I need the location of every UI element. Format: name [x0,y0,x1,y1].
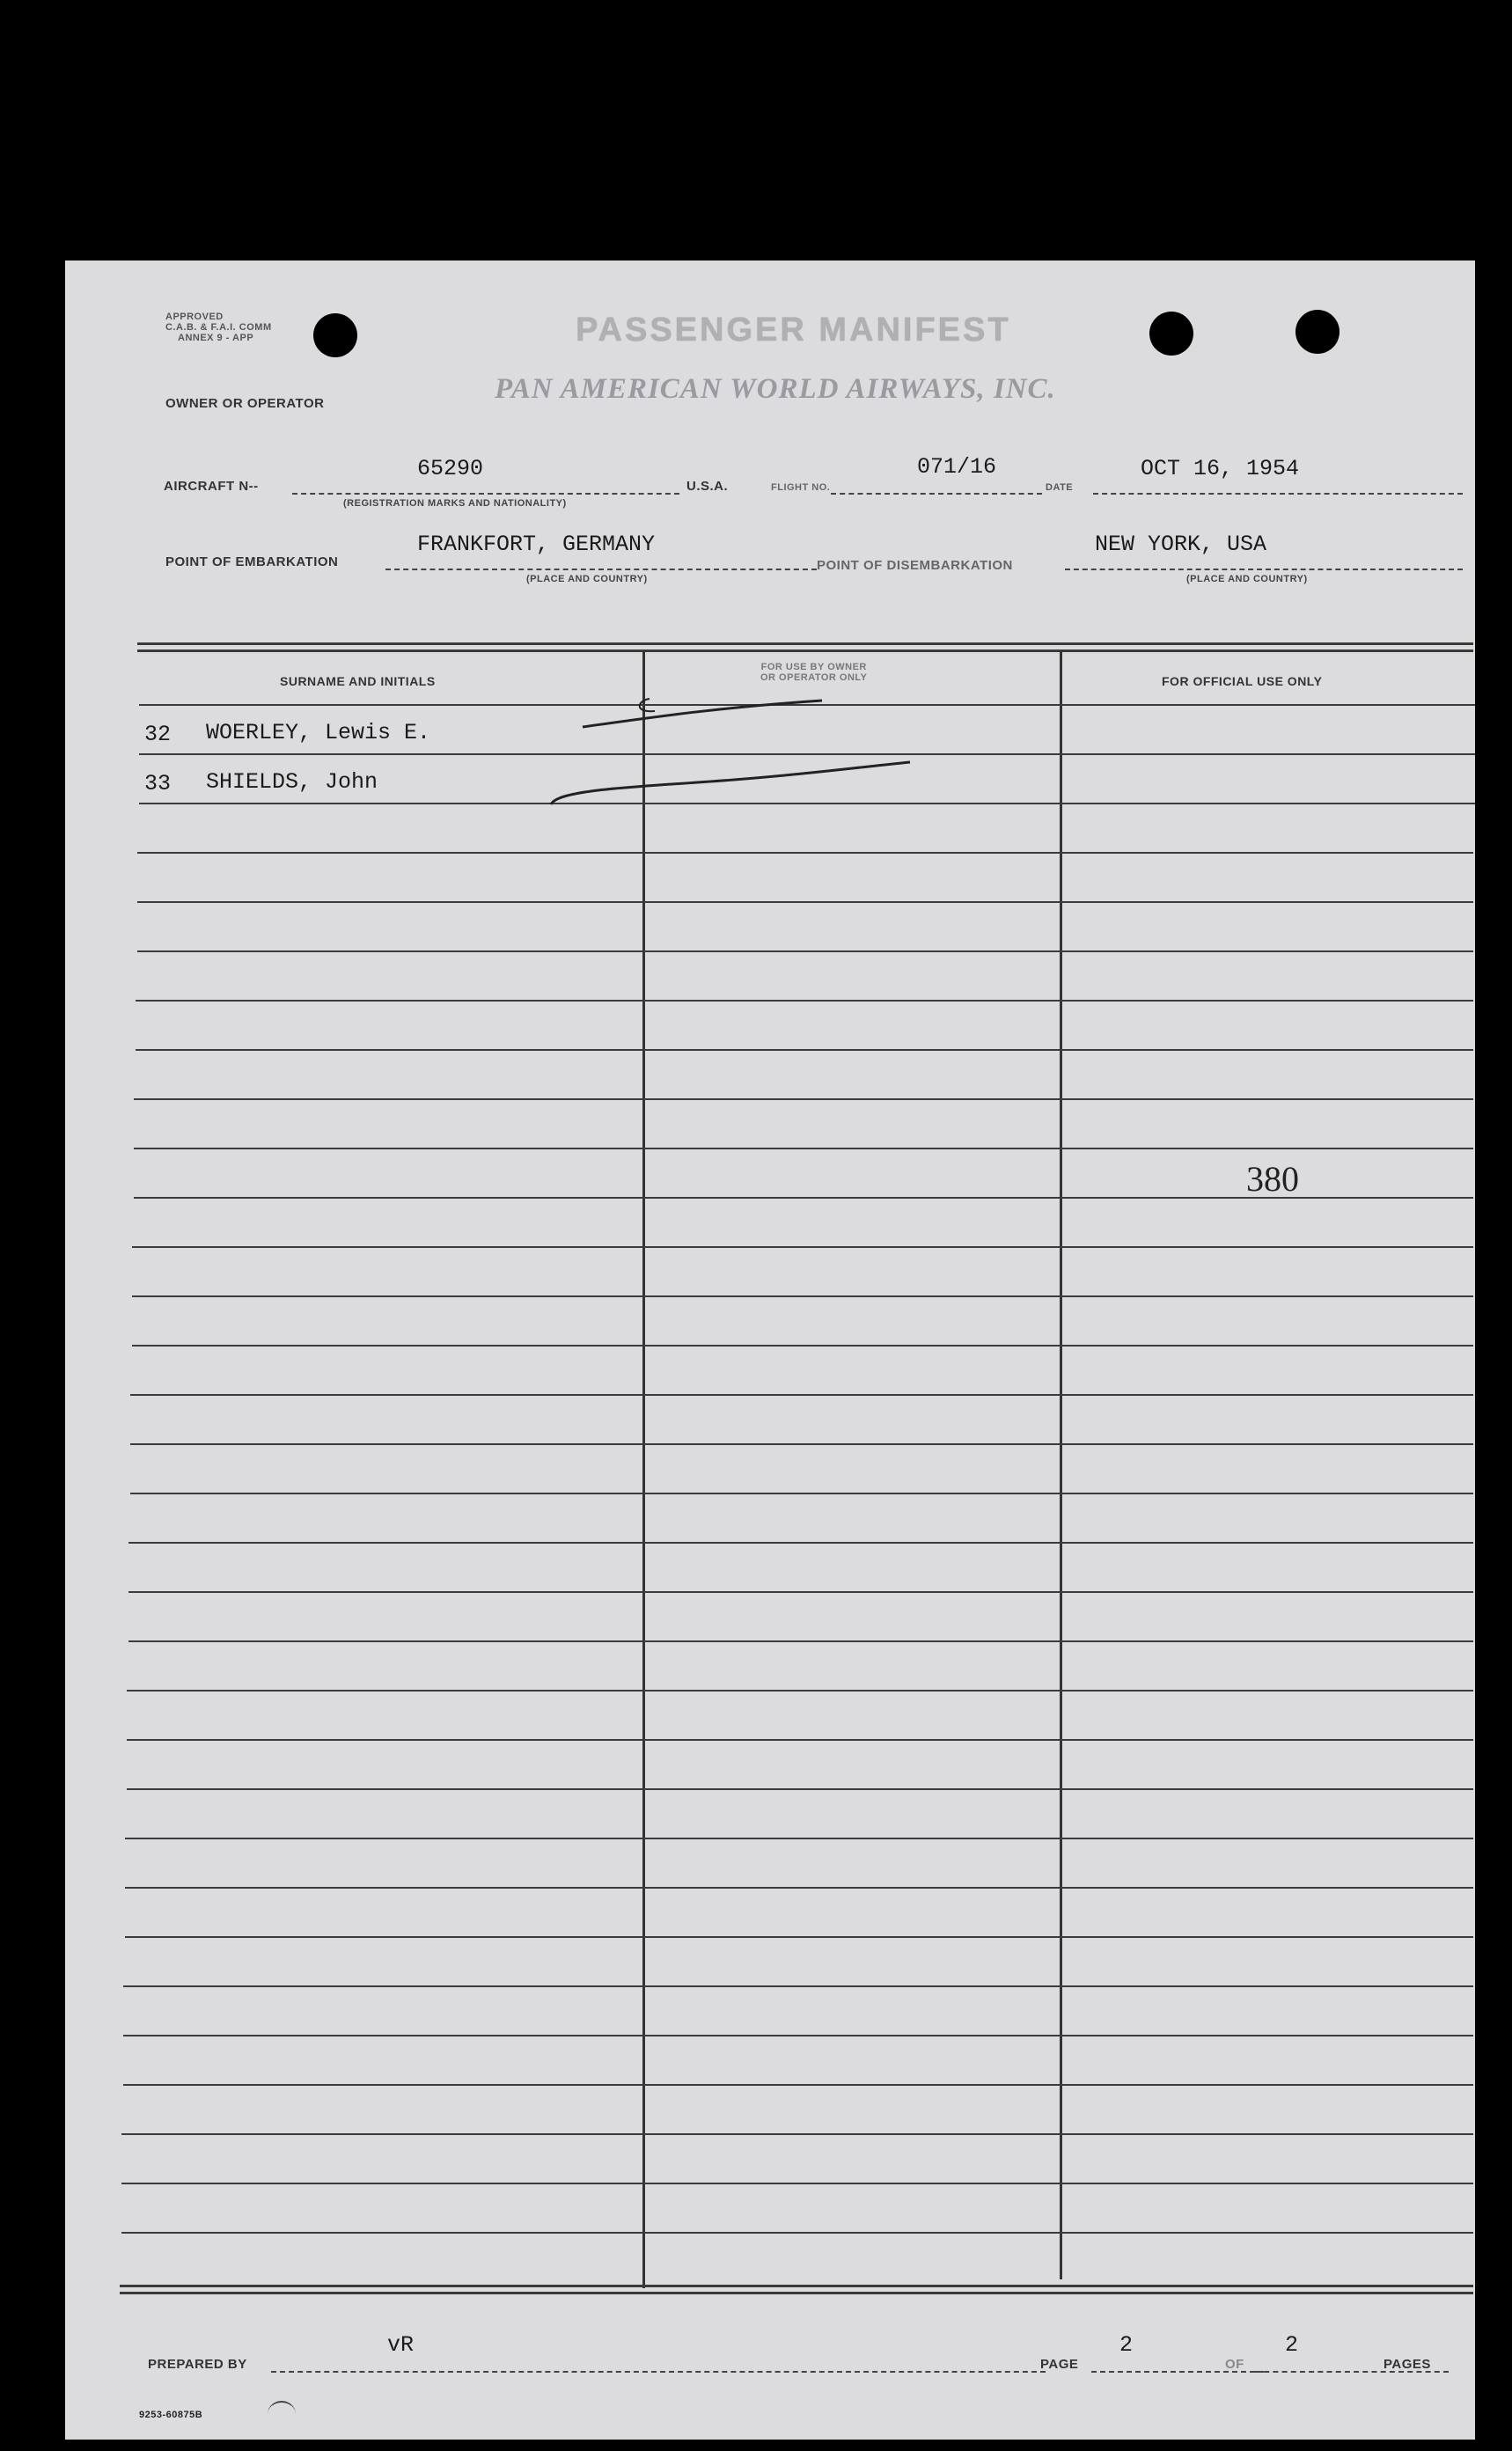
passenger-name: SHIELDS, John [206,769,378,795]
prepared-by-value: vR [387,2332,415,2358]
punch-hole [313,313,357,357]
aircraft-label: AIRCRAFT N-- [164,479,259,494]
passenger-number: 32 [144,722,172,747]
approval-stamp [165,312,272,343]
row-rule [130,1394,1473,1396]
table-top-rule [137,649,1473,652]
approval-line: ANNEX 9 - APP [178,333,254,343]
page-total: 2 [1285,2332,1299,2358]
row-rule [125,1838,1473,1839]
row-rule [128,1542,1473,1544]
table-bottom-rule [120,2285,1473,2287]
passenger-name: WOERLEY, Lewis E. [206,720,431,745]
approval-line: C.A.B. & F.A.I. COMM [165,322,272,333]
column-header-owner [760,662,867,683]
punch-hole [1149,312,1193,356]
row-rule [136,1000,1473,1002]
manifest-page [65,261,1475,2440]
aircraft-caption: (REGISTRATION MARKS AND NATIONALITY) [343,498,567,509]
pen-stroke [540,750,928,820]
printer-mark [268,2401,296,2427]
row-rule [125,1936,1473,1938]
row-rule [127,1739,1473,1741]
row-rule [128,1640,1473,1642]
row-rule [132,1295,1473,1297]
row-rule [123,2084,1473,2086]
row-rule [125,1887,1473,1889]
column-header-owner-line: OR OPERATOR ONLY [760,672,868,683]
table-bottom-rule [120,2292,1473,2294]
owner-label: OWNER OR OPERATOR [165,396,325,411]
date-underline [1093,493,1463,495]
passenger-number: 33 [144,771,172,796]
column-header-official: FOR OFFICIAL USE ONLY [1162,674,1323,688]
disembark-underline [1065,569,1463,570]
aircraft-value: 65290 [417,456,484,481]
row-rule [136,1049,1473,1051]
page-label: PAGE [1040,2357,1079,2372]
row-rule [130,1443,1473,1445]
page-number: 2 [1119,2332,1134,2358]
embark-caption: (PLACE AND COUNTRY) [526,574,648,584]
disembark-value: NEW YORK, USA [1095,532,1267,557]
row-rule [132,1246,1473,1248]
official-use-note: 380 [1246,1159,1299,1199]
form-title: PASSENGER MANIFEST [576,312,1011,349]
embark-underline [385,569,817,570]
column-header-surname: SURNAME AND INITIALS [280,674,436,688]
row-rule [121,2183,1473,2184]
column-header-owner-line: FOR USE BY OWNER [760,662,867,672]
disembark-label: POINT OF DISEMBARKATION [817,558,1013,573]
row-rule [123,2035,1473,2036]
row-rule [132,1345,1473,1347]
prepared-by-underline [271,2371,1046,2373]
aircraft-underline [292,493,679,495]
owner-value: PAN AMERICAN WORLD AIRWAYS, INC. [495,373,1056,405]
disembark-caption: (PLACE AND COUNTRY) [1186,574,1308,584]
row-rule [121,2133,1473,2135]
row-rule [128,1591,1473,1593]
country-label: U.S.A. [686,479,729,494]
row-rule [137,950,1473,952]
flight-value: 071/16 [917,454,997,480]
row-rule [134,1148,1473,1149]
row-rule [137,852,1473,854]
pages-label: PAGES [1384,2357,1431,2372]
table-top-rule [137,642,1473,645]
prepared-by-label: PREPARED BY [148,2357,247,2372]
date-value: OCT 16, 1954 [1141,456,1300,481]
punch-hole [1295,310,1340,354]
date-label: DATE [1046,482,1074,493]
form-number: 9253-60875B [139,2410,203,2420]
approval-line: APPROVED [165,312,224,322]
row-rule [134,1098,1473,1100]
row-rule [137,901,1473,903]
embark-value: FRANKFORT, GERMANY [417,532,656,557]
row-rule [121,2232,1473,2234]
of-label: OF [1225,2357,1244,2372]
row-rule [130,1493,1473,1494]
row-rule [127,1788,1473,1790]
row-rule [123,1985,1473,1987]
row-rule [127,1690,1473,1691]
flight-underline [831,493,1042,495]
column-divider [642,651,645,2288]
embark-label: POINT OF EMBARKATION [165,554,339,569]
flight-label: FLIGHT NO. [771,482,831,493]
